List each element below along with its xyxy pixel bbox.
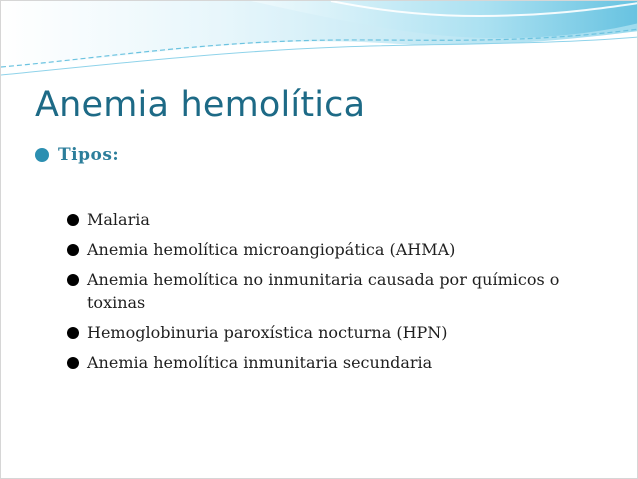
list-item-text: Anemia hemolítica inmunitaria secundaria [87, 353, 433, 372]
list-item [63, 351, 563, 374]
filled-circle-bullet-icon [35, 148, 49, 162]
list-item [63, 238, 563, 261]
bullet-list [63, 208, 563, 381]
list-item-text: Malaria [87, 210, 150, 229]
slide-title: Anemia hemolítica [35, 85, 366, 125]
list-item [63, 268, 563, 314]
section-label: Tipos: [58, 145, 120, 165]
filled-circle-bullet-icon [67, 274, 79, 286]
list-item-text: Anemia hemolítica microangiopática (AHMA) [87, 240, 456, 259]
filled-circle-bullet-icon [67, 244, 79, 256]
wave-decoration [1, 1, 638, 83]
filled-circle-bullet-icon [67, 214, 79, 226]
filled-circle-bullet-icon [67, 357, 79, 369]
list-item [63, 321, 563, 344]
list-item [63, 208, 563, 231]
filled-circle-bullet-icon [67, 327, 79, 339]
list-item-text: Hemoglobinuria paroxística nocturna (HPN) [87, 323, 448, 342]
list-item-text: Anemia hemolítica no inmunitaria causada por químicos o toxinas [87, 270, 560, 312]
section-heading [35, 145, 119, 165]
